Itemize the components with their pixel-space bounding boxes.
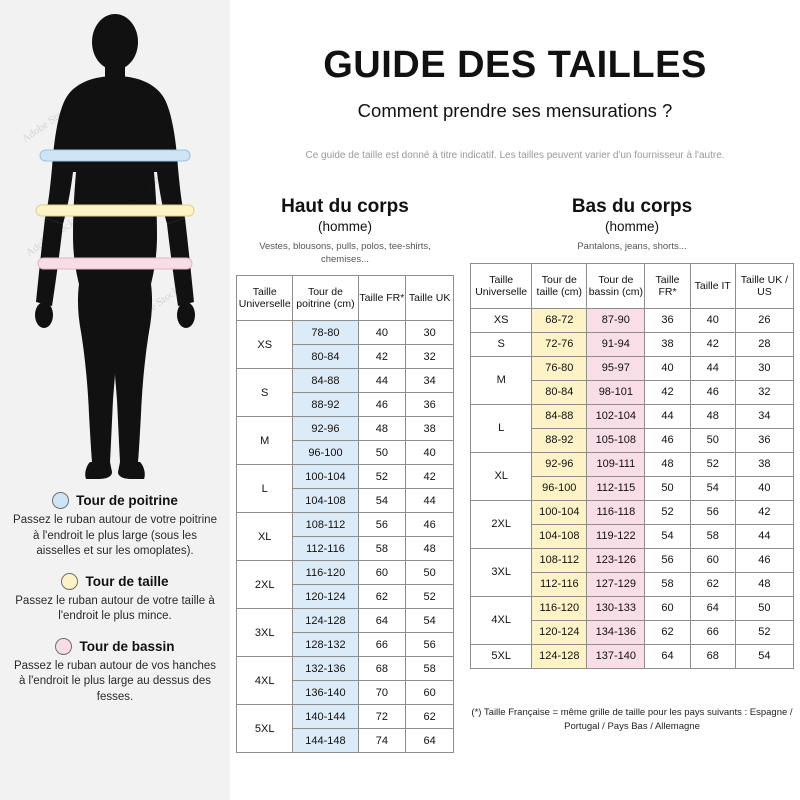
table-row: [237, 705, 454, 729]
table-cell: 50: [358, 441, 406, 465]
col-header-fr: Taille FR*: [358, 276, 406, 321]
table-cell: 60: [645, 596, 690, 620]
table-header-row: [237, 276, 454, 321]
table-cell: 32: [735, 380, 793, 404]
table-cell: 105-108: [587, 428, 645, 452]
table-cell: 78-80: [293, 321, 358, 345]
table-cell: 88-92: [293, 393, 358, 417]
table-row: [237, 417, 454, 441]
upper-body-section: [236, 196, 454, 753]
table-cell: 36: [645, 308, 690, 332]
footnote-text: (*) Taille Française = même grille de taille pour les pays suivants : Espagne / Portugal / Pays Bas / Allemagne: [471, 707, 793, 732]
table-cell: 50: [735, 596, 793, 620]
table-cell: 87-90: [587, 308, 645, 332]
lower-body-section: [470, 196, 794, 669]
table-cell: 58: [406, 657, 454, 681]
table-row: [471, 332, 794, 356]
table-cell: 62: [406, 705, 454, 729]
table-cell: 42: [645, 380, 690, 404]
table-row: [471, 644, 794, 668]
table-cell: 95-97: [587, 356, 645, 380]
table-cell: 96-100: [293, 441, 358, 465]
size-label-cell: M: [471, 356, 532, 404]
table-cell: 116-118: [587, 500, 645, 524]
table-cell: 52: [645, 500, 690, 524]
table-cell: 54: [358, 489, 406, 513]
legend-item-hip: [0, 638, 230, 706]
col-header-fr: Taille FR*: [645, 263, 690, 308]
table-cell: 98-101: [587, 380, 645, 404]
table-cell: 32: [406, 345, 454, 369]
table-cell: 84-88: [293, 369, 358, 393]
table-cell: 112-115: [587, 476, 645, 500]
legend-title-chest: Tour de poitrine: [76, 493, 178, 508]
page-title: GUIDE DES TAILLES: [323, 44, 707, 86]
table-row: [237, 657, 454, 681]
table-cell: 44: [690, 356, 735, 380]
size-label-cell: XS: [237, 321, 293, 369]
table-cell: 44: [406, 489, 454, 513]
table-cell: 58: [645, 572, 690, 596]
size-label-cell: 2XL: [471, 500, 532, 548]
table-cell: 70: [358, 681, 406, 705]
table-row: [471, 404, 794, 428]
disclaimer-text: Ce guide de taille est donné à titre indicatif. Les tailles peuvent varier d'un fournisseur à l'autre.: [305, 150, 725, 161]
table-cell: 52: [735, 620, 793, 644]
size-label-cell: 4XL: [471, 596, 532, 644]
body-silhouette-illustration: [0, 0, 230, 490]
table-row: [237, 369, 454, 393]
size-label-cell: XL: [237, 513, 293, 561]
table-cell: 46: [358, 393, 406, 417]
lower-body-title: Bas du corps: [571, 196, 693, 217]
table-cell: 50: [690, 428, 735, 452]
table-cell: 42: [406, 465, 454, 489]
table-cell: 76-80: [532, 356, 587, 380]
table-cell: 119-122: [587, 524, 645, 548]
table-cell: 132-136: [293, 657, 358, 681]
table-cell: 40: [358, 321, 406, 345]
table-cell: 48: [735, 572, 793, 596]
male-silhouette-svg: [0, 0, 230, 490]
lower-body-subtitle: (homme): [604, 218, 659, 234]
pink-circle-icon: [55, 638, 72, 655]
table-cell: 66: [358, 633, 406, 657]
table-cell: 46: [735, 548, 793, 572]
page-subtitle: Comment prendre ses mensurations ?: [357, 100, 673, 121]
legend-title-waist: Tour de taille: [85, 573, 169, 589]
table-cell: 137-140: [587, 644, 645, 668]
table-cell: 123-126: [587, 548, 645, 572]
size-label-cell: M: [237, 417, 293, 465]
table-cell: 66: [690, 620, 735, 644]
col-header-uk: Taille UK: [406, 276, 454, 321]
chest-measure-band: [40, 150, 190, 161]
table-cell: 52: [690, 452, 735, 476]
table-cell: 52: [406, 585, 454, 609]
size-label-cell: XL: [471, 452, 532, 500]
table-cell: 42: [358, 345, 406, 369]
table-cell: 112-116: [532, 572, 587, 596]
table-cell: 60: [690, 548, 735, 572]
size-label-cell: 3XL: [237, 609, 293, 657]
hip-measure-band: [38, 258, 192, 269]
table-cell: 56: [690, 500, 735, 524]
table-cell: 34: [406, 369, 454, 393]
col-header-chest: Tour de poitrine (cm): [293, 276, 358, 321]
table-cell: 42: [690, 332, 735, 356]
table-row: [471, 308, 794, 332]
table-cell: 100-104: [293, 465, 358, 489]
table-cell: 40: [735, 476, 793, 500]
legend-text-waist: Passez le ruban autour de votre taille à l'endroit le plus mince.: [15, 594, 215, 623]
table-cell: 64: [690, 596, 735, 620]
upper-body-subtitle: (homme): [317, 218, 372, 234]
table-row: [237, 609, 454, 633]
size-label-cell: S: [471, 332, 532, 356]
table-cell: 91-94: [587, 332, 645, 356]
table-cell: 80-84: [293, 345, 358, 369]
table-cell: 46: [690, 380, 735, 404]
table-cell: 64: [358, 609, 406, 633]
table-cell: 128-132: [293, 633, 358, 657]
table-cell: 120-124: [532, 620, 587, 644]
table-row: [237, 561, 454, 585]
size-label-cell: 3XL: [471, 548, 532, 596]
table-cell: 72: [358, 705, 406, 729]
table-row: [471, 452, 794, 476]
size-label-cell: 5XL: [237, 705, 293, 753]
table-cell: 44: [358, 369, 406, 393]
table-row: [237, 321, 454, 345]
col-header-universal: Taille Universelle: [471, 263, 532, 308]
table-cell: 50: [406, 561, 454, 585]
table-row: [471, 356, 794, 380]
table-cell: 26: [735, 308, 793, 332]
table-cell: 84-88: [532, 404, 587, 428]
table-cell: 54: [735, 644, 793, 668]
legend: [0, 492, 230, 718]
table-cell: 62: [645, 620, 690, 644]
table-cell: 134-136: [587, 620, 645, 644]
table-cell: 108-112: [532, 548, 587, 572]
col-header-waist: Tour de taille (cm): [532, 263, 587, 308]
table-cell: 34: [735, 404, 793, 428]
table-cell: 36: [735, 428, 793, 452]
size-label-cell: L: [471, 404, 532, 452]
table-cell: 46: [645, 428, 690, 452]
table-cell: 38: [406, 417, 454, 441]
left-panel: [0, 0, 230, 800]
table-cell: 50: [645, 476, 690, 500]
table-cell: 104-108: [293, 489, 358, 513]
table-cell: 36: [406, 393, 454, 417]
legend-text-chest: Passez le ruban autour de votre poitrine à l'endroit le plus large (sous les aisselles et sur les omoplates).: [13, 514, 217, 558]
table-cell: 120-124: [293, 585, 358, 609]
table-cell: 144-148: [293, 729, 358, 753]
table-cell: 140-144: [293, 705, 358, 729]
size-label-cell: 2XL: [237, 561, 293, 609]
table-cell: 62: [690, 572, 735, 596]
size-label-cell: 5XL: [471, 644, 532, 668]
table-cell: 74: [358, 729, 406, 753]
upper-body-title: Haut du corps: [281, 196, 409, 217]
table-cell: 40: [406, 441, 454, 465]
table-cell: 92-96: [293, 417, 358, 441]
table-cell: 68: [358, 657, 406, 681]
table-cell: 48: [406, 537, 454, 561]
legend-item-waist: [0, 573, 230, 625]
table-cell: 62: [358, 585, 406, 609]
table-cell: 104-108: [532, 524, 587, 548]
table-cell: 58: [690, 524, 735, 548]
size-label-cell: L: [237, 465, 293, 513]
table-cell: 54: [690, 476, 735, 500]
col-header-it: Taille IT: [690, 263, 735, 308]
legend-item-chest: [0, 492, 230, 560]
table-header-row: [471, 263, 794, 308]
table-cell: 116-120: [532, 596, 587, 620]
lower-body-table: [470, 263, 794, 669]
table-cell: 68-72: [532, 308, 587, 332]
table-cell: 56: [406, 633, 454, 657]
table-row: [237, 465, 454, 489]
table-cell: 28: [735, 332, 793, 356]
col-header-hip: Tour de bassin (cm): [587, 263, 645, 308]
table-cell: 38: [735, 452, 793, 476]
table-cell: 80-84: [532, 380, 587, 404]
table-row: [471, 500, 794, 524]
table-cell: 64: [406, 729, 454, 753]
table-cell: 68: [690, 644, 735, 668]
table-cell: 44: [645, 404, 690, 428]
table-cell: 48: [690, 404, 735, 428]
table-cell: 88-92: [532, 428, 587, 452]
table-cell: 56: [645, 548, 690, 572]
table-cell: 52: [358, 465, 406, 489]
table-cell: 48: [645, 452, 690, 476]
table-cell: 100-104: [532, 500, 587, 524]
table-cell: 130-133: [587, 596, 645, 620]
table-cell: 127-129: [587, 572, 645, 596]
lower-body-description: Pantalons, jeans, shorts...: [577, 240, 687, 252]
table-row: [471, 548, 794, 572]
table-cell: 54: [645, 524, 690, 548]
yellow-circle-icon: [61, 573, 78, 590]
size-label-cell: 4XL: [237, 657, 293, 705]
table-cell: 40: [645, 356, 690, 380]
table-cell: 60: [406, 681, 454, 705]
table-cell: 48: [358, 417, 406, 441]
size-label-cell: XS: [471, 308, 532, 332]
table-row: [471, 596, 794, 620]
table-cell: 136-140: [293, 681, 358, 705]
table-cell: 124-128: [532, 644, 587, 668]
col-header-universal: Taille Universelle: [237, 276, 293, 321]
table-cell: 54: [406, 609, 454, 633]
upper-body-description: Vestes, blousons, pulls, polos, tee-shirts, chemises...: [259, 240, 431, 265]
table-cell: 30: [406, 321, 454, 345]
table-row: [237, 513, 454, 537]
table-cell: 72-76: [532, 332, 587, 356]
legend-text-hip: Passez le ruban autour de vos hanches à l'endroit le plus large au dessus des fesses.: [13, 659, 217, 703]
blue-circle-icon: [52, 492, 69, 509]
table-cell: 46: [406, 513, 454, 537]
legend-title-hip: Tour de bassin: [79, 638, 175, 654]
table-cell: 102-104: [587, 404, 645, 428]
table-cell: 96-100: [532, 476, 587, 500]
size-label-cell: S: [237, 369, 293, 417]
table-cell: 64: [645, 644, 690, 668]
table-cell: 42: [735, 500, 793, 524]
table-cell: 112-116: [293, 537, 358, 561]
table-cell: 44: [735, 524, 793, 548]
table-cell: 40: [690, 308, 735, 332]
table-cell: 92-96: [532, 452, 587, 476]
table-cell: 124-128: [293, 609, 358, 633]
waist-measure-band: [36, 205, 194, 216]
table-cell: 38: [645, 332, 690, 356]
table-cell: 108-112: [293, 513, 358, 537]
table-cell: 116-120: [293, 561, 358, 585]
table-cell: 58: [358, 537, 406, 561]
table-cell: 109-111: [587, 452, 645, 476]
table-cell: 30: [735, 356, 793, 380]
upper-body-table: [236, 275, 454, 753]
table-cell: 60: [358, 561, 406, 585]
col-header-ukus: Taille UK / US: [735, 263, 793, 308]
table-cell: 56: [358, 513, 406, 537]
